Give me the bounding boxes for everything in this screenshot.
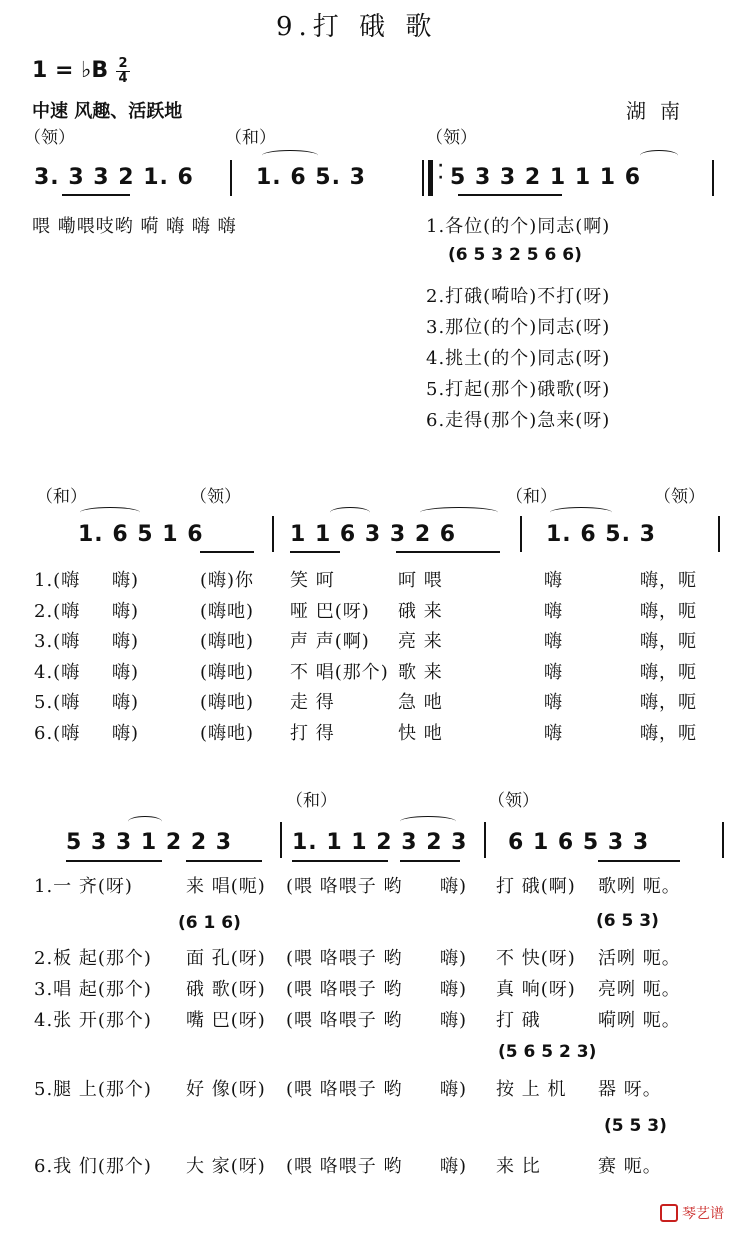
notation-measure: 3. 3 3 2 1. 6 (34, 165, 194, 190)
verse-cell: 好 像(呀) (186, 1079, 266, 1100)
verse-cell: 嗨) (440, 948, 468, 969)
verse-cell: 嗨 (544, 570, 563, 591)
beam (200, 551, 254, 553)
slur (420, 507, 498, 518)
verse-cell: 嗨) (440, 1079, 468, 1100)
verse-cell: 嗨) (112, 600, 140, 622)
beam (186, 860, 262, 862)
verse-line: 3.那位(的个)同志(呀) (426, 317, 611, 338)
part-mark: （和） (225, 128, 276, 148)
variant-notes: (6 1 6) (178, 913, 241, 933)
part-mark: （领） (190, 487, 241, 507)
tempo-marking: 中速 风趣、活跃地 (32, 101, 183, 122)
notation-measure: 1. 6 5. 3 (546, 522, 656, 547)
verse-cell: 急 吔 (398, 692, 443, 713)
verse-cell: 嗨) (112, 631, 140, 652)
origin-label: 湖南 (626, 99, 694, 123)
verse-cell: 亮咧 呃。 (598, 979, 681, 1000)
slur (128, 816, 162, 827)
verse-cell: 歌 来 (398, 661, 443, 683)
verse-cell: 嗨，呃 (640, 600, 697, 622)
verse-cell: 嗨 (544, 722, 563, 744)
verse-cell: 打 硪 (496, 1010, 541, 1031)
verse-cell: (喂 咯喂子 哟 (286, 1079, 403, 1100)
verse-cell: 嗨 (544, 600, 563, 622)
verse-cell: 嗬咧 呃。 (598, 1010, 681, 1031)
slur (400, 816, 456, 827)
verse-cell: 不 唱(那个) (290, 661, 389, 683)
notation-measure: 1. 6 5 1 6 (78, 522, 204, 547)
verse-cell: (嗨吔) (200, 600, 255, 622)
verse-line: 2.打硪(嗬哈)不打(呀) (426, 286, 611, 307)
verse-cell: 嗨 (544, 692, 563, 713)
verse-cell: 嗨，呃 (640, 722, 697, 744)
verse-cell: 打 硪(啊) (496, 876, 576, 897)
verse-cell: 嘴 巴(呀) (186, 1010, 266, 1031)
slur (262, 150, 318, 161)
page-title: 9.打 硪 歌 (276, 12, 438, 42)
verse-cell: (嗨吔) (200, 722, 255, 744)
verse-cell: 来 比 (496, 1156, 541, 1177)
verse-cell: 3.(嗨 (34, 631, 81, 652)
verse-cell: 大 家(呀) (186, 1156, 266, 1177)
beam (400, 860, 460, 862)
repeat-dots: · · (438, 158, 445, 186)
beam (62, 194, 130, 196)
verse-cell: 嗨 (544, 661, 563, 683)
verse-cell: 活咧 呃。 (598, 948, 681, 969)
verse-cell: 嗨，呃 (640, 692, 697, 713)
verse-cell: (喂 咯喂子 哟 (286, 1010, 403, 1031)
time-top: 2 (118, 56, 128, 71)
verse-line: 4.挑土(的个)同志(呀) (426, 348, 611, 369)
notation-measure: 5 3 3 2 1 1 1 6 (450, 165, 642, 190)
barline (712, 160, 714, 196)
part-mark: （和） (36, 487, 87, 507)
barline (718, 516, 720, 552)
verse-cell: 按 上 机 (496, 1079, 567, 1100)
watermark-logo (660, 1203, 724, 1223)
lyric-line: 喂 嘞喂吱哟 嗬 嗨 嗨 嗨 (32, 216, 237, 237)
beam (598, 860, 680, 862)
verse-cell: (嗨吔) (200, 661, 255, 683)
verse-cell: 5.(嗨 (34, 692, 81, 713)
verse-cell: 嗨) (112, 692, 140, 713)
part-mark: （领） (654, 487, 705, 507)
verse-cell: (嗨吔) (200, 692, 255, 713)
verse-cell: 歌咧 呃。 (598, 876, 681, 897)
verse-cell: 1.(嗨 (34, 570, 81, 591)
verse-line: 5.打起(那个)硪歌(呀) (426, 379, 611, 400)
verse-cell: 器 呀。 (598, 1079, 662, 1100)
beam (396, 551, 500, 553)
notation-measure: 1. 1 1 2 3 2 3 (292, 830, 468, 855)
key-signature: 1 = ♭B (32, 58, 109, 83)
verse-cell: (嗨吔) (200, 631, 255, 652)
variant-notes: (5 6 5 2 3) (498, 1042, 597, 1062)
barline (484, 822, 486, 858)
verse-cell: 嗨) (112, 722, 140, 744)
verse-cell: 嗨，呃 (640, 661, 697, 683)
verse-cell: 硪 歌(呀) (186, 979, 266, 1000)
verse-cell: 嗨) (112, 661, 140, 683)
time-bottom: 4 (118, 71, 128, 86)
beam (66, 860, 162, 862)
barline (722, 822, 724, 858)
beam (290, 551, 340, 553)
repeat-barline (428, 160, 433, 196)
verse-cell: 赛 呃。 (598, 1156, 662, 1177)
notation-measure: 1. 6 5. 3 (256, 165, 366, 190)
verse-cell: 嗨，呃 (640, 631, 697, 652)
verse-cell: 来 唱(呃) (186, 876, 266, 897)
slur (80, 507, 140, 518)
notation-measure: 6 1 6 5 3 3 (508, 830, 650, 855)
verse-cell: 哑 巴(呀) (290, 600, 370, 622)
verse-cell: 1.一 齐(呀) (34, 876, 133, 897)
verse-cell: 嗨) (112, 570, 140, 591)
variant-notes: (5 5 3) (604, 1116, 667, 1136)
barline (280, 822, 282, 858)
verse-cell: 笑 呵 (290, 570, 335, 591)
verse-cell: 嗨) (440, 1156, 468, 1177)
watermark-text: 琴艺谱 (682, 1206, 724, 1222)
barline (422, 160, 424, 196)
part-mark: （领） (24, 128, 75, 148)
verse-line: 6.走得(那个)急来(呀) (426, 410, 611, 431)
beam (292, 860, 388, 862)
variant-notes: (6 5 3) (596, 911, 659, 931)
notation-measure: 5 3 3 1 2 2 3 (66, 830, 233, 855)
verse-cell: 呵 喂 (398, 570, 443, 591)
slur (640, 150, 678, 161)
verse-cell: 打 得 (290, 722, 335, 744)
verse-cell: (喂 咯喂子 哟 (286, 876, 403, 897)
verse-cell: 嗨) (440, 1010, 468, 1031)
slur (330, 507, 370, 518)
part-mark: （领） (426, 128, 477, 148)
verse-cell: 快 吔 (398, 722, 443, 744)
barline (230, 160, 232, 196)
verse-cell: 声 声(啊) (290, 631, 370, 652)
verse-cell: 5.腿 上(那个) (34, 1079, 152, 1100)
notation-measure: 1 1 6 3 3 2 6 (290, 522, 457, 547)
verse-cell: 4.张 开(那个) (34, 1010, 152, 1031)
verse-cell: 嗨) (440, 876, 468, 897)
verse-cell: 嗨，呃 (640, 570, 697, 591)
verse-cell: 走 得 (290, 692, 335, 713)
verse-cell: 2.(嗨 (34, 600, 81, 622)
verse-cell: 6.我 们(那个) (34, 1156, 152, 1177)
verse-cell: 硪 来 (398, 600, 443, 622)
verse-cell: 真 响(呀) (496, 979, 576, 1000)
verse-cell: 亮 来 (398, 631, 443, 652)
watermark-icon (660, 1204, 678, 1222)
part-mark: （领） (488, 791, 539, 811)
verse-cell: (喂 咯喂子 哟 (286, 948, 403, 969)
verse-cell: 3.唱 起(那个) (34, 979, 152, 1000)
verse-cell: 面 孔(呀) (186, 948, 266, 969)
time-signature (116, 58, 130, 85)
slur (550, 507, 612, 518)
verse-cell: 嗨) (440, 979, 468, 1000)
verse-cell: 6.(嗨 (34, 722, 81, 744)
verse-cell: 不 快(呀) (496, 948, 576, 969)
verse-line: 1.各位(的个)同志(啊) (426, 216, 611, 237)
part-mark: （和） (286, 791, 337, 811)
verse-cell: (嗨)你 (200, 570, 255, 591)
part-mark: （和） (506, 487, 557, 507)
barline (520, 516, 522, 552)
barline (272, 516, 274, 552)
verse-cell: 嗨 (544, 631, 563, 652)
verse-cell: (喂 咯喂子 哟 (286, 979, 403, 1000)
variant-notes: (6 5 3 2 5 6 6) (448, 245, 582, 265)
verse-cell: 4.(嗨 (34, 661, 81, 683)
verse-cell: 2.板 起(那个) (34, 948, 152, 969)
verse-cell: (喂 咯喂子 哟 (286, 1156, 403, 1177)
beam (458, 194, 562, 196)
